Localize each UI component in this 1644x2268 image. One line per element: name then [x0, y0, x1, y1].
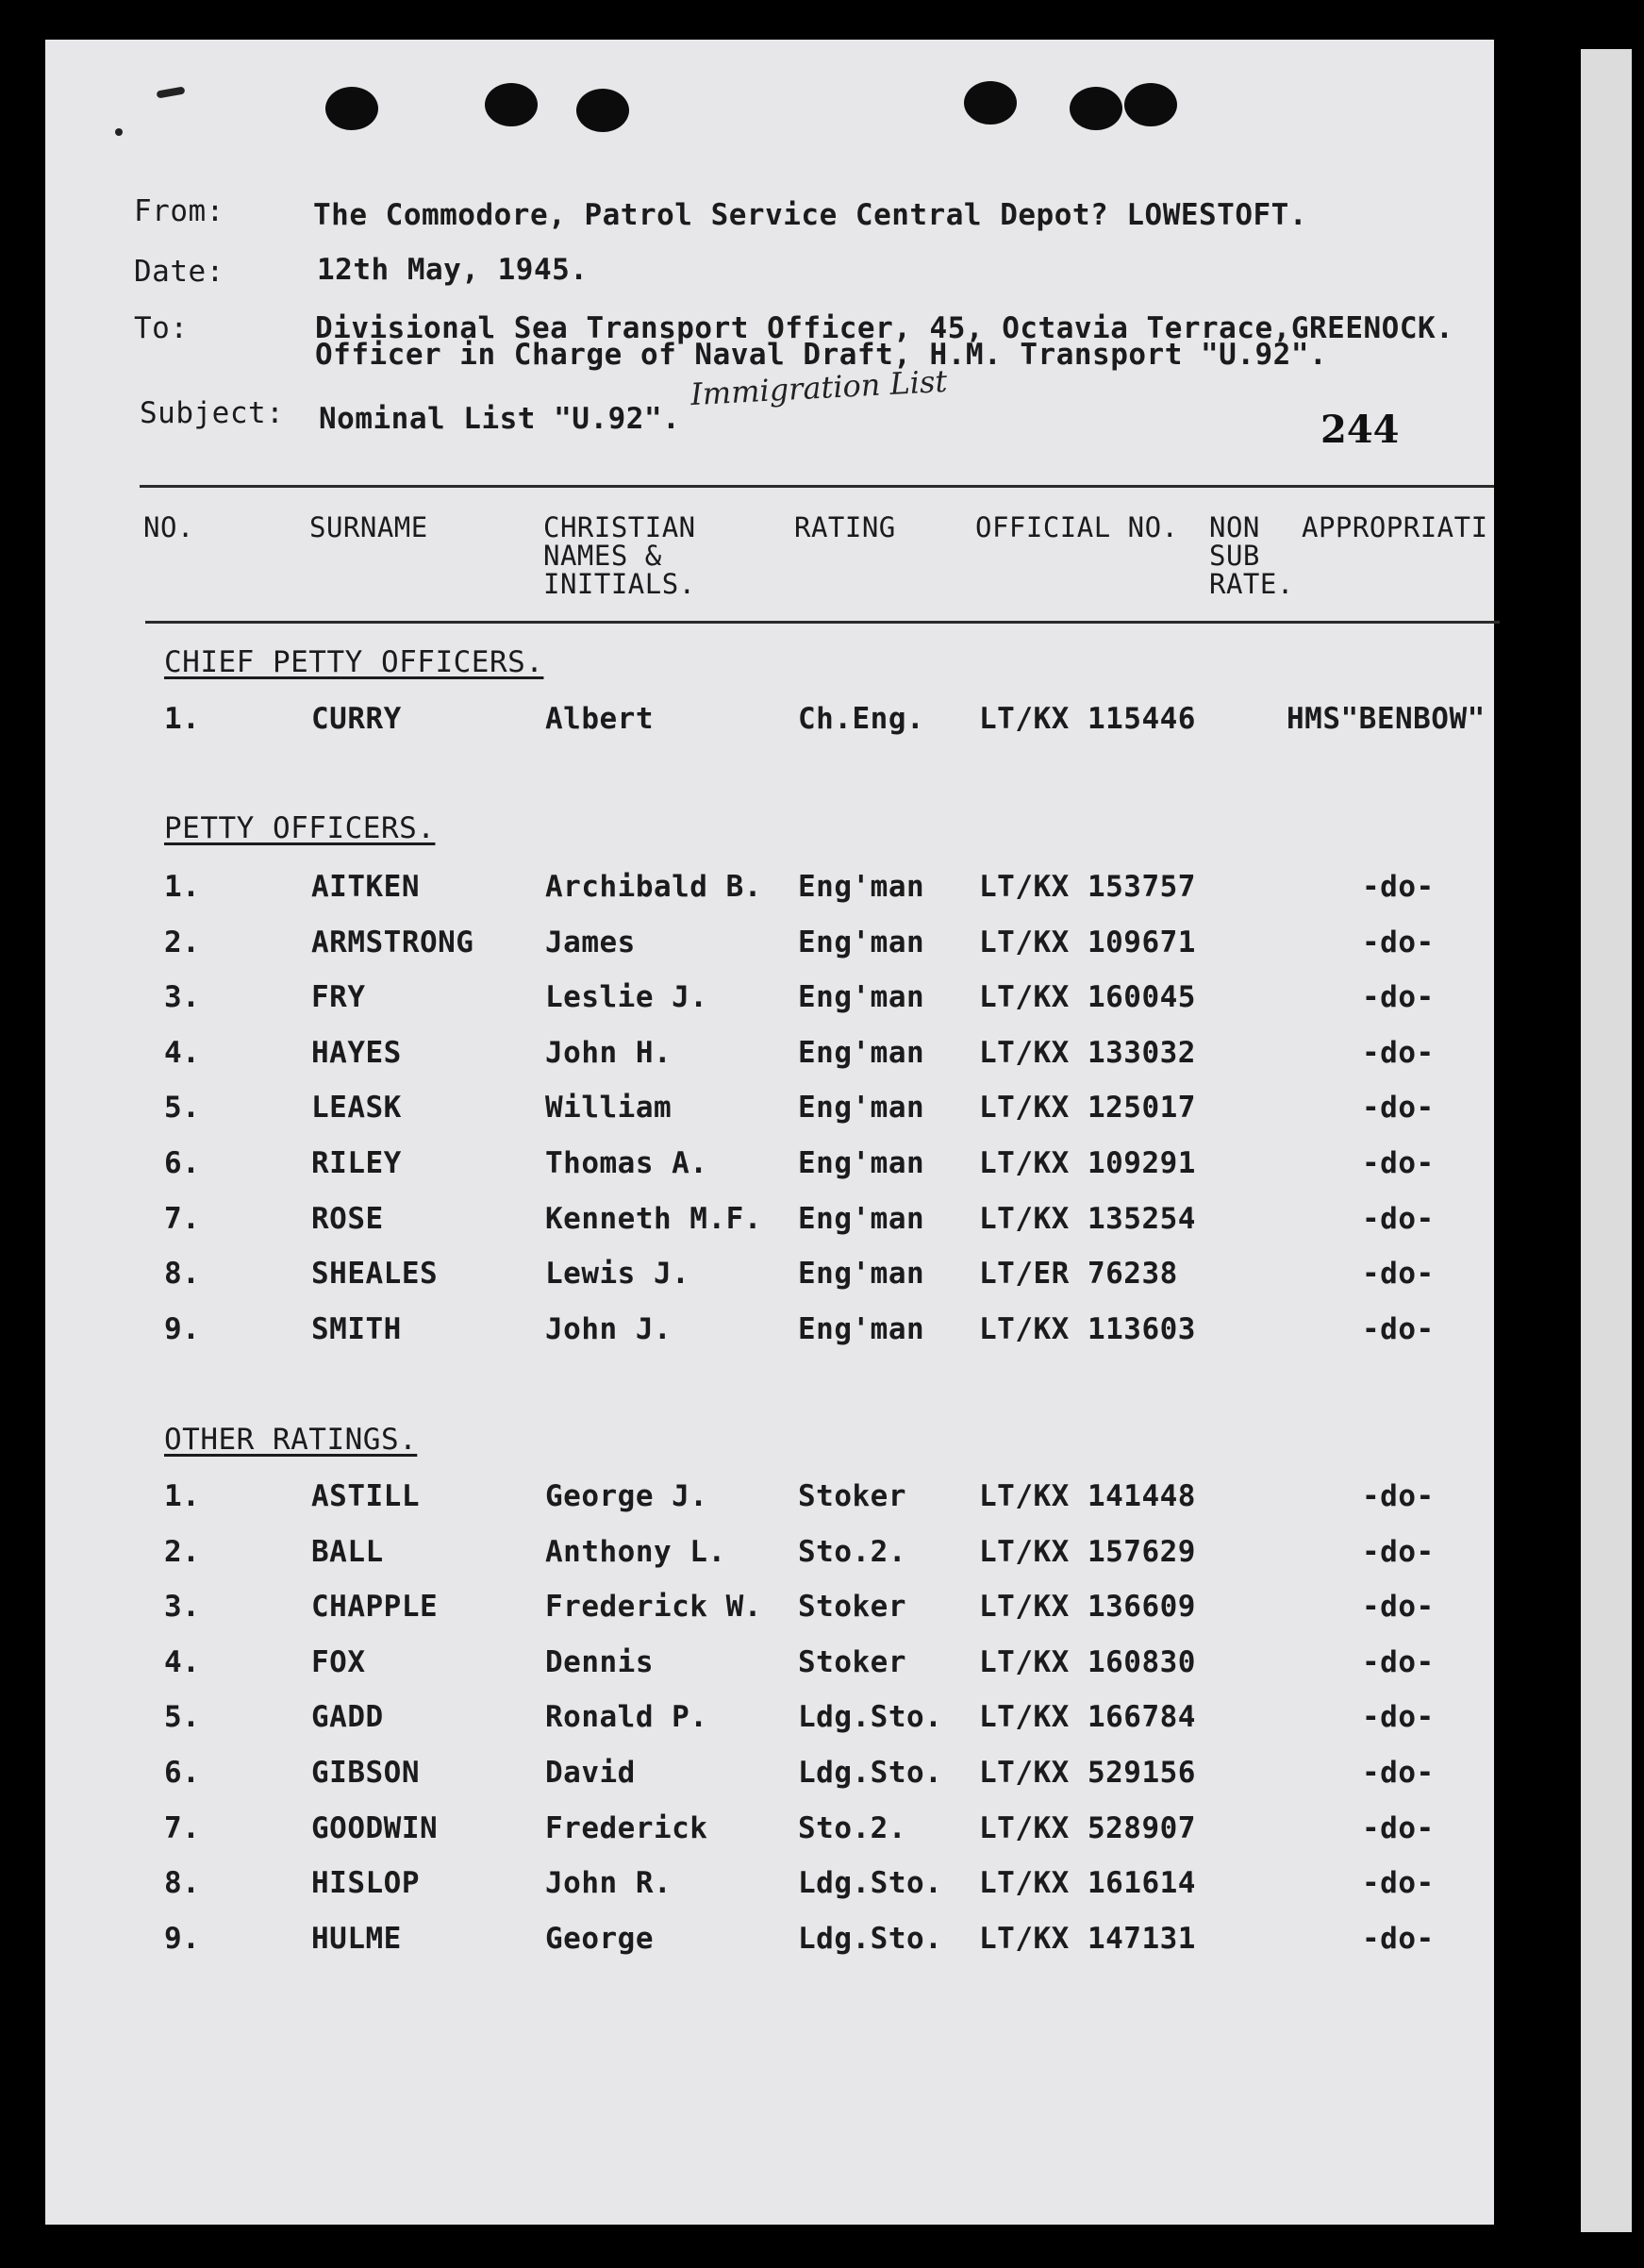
row-rating: Ldg.Sto.: [798, 1756, 943, 1790]
row-appropriation: -do-: [1362, 1811, 1435, 1845]
page-number-stamp: 244: [1320, 408, 1400, 452]
section-title: PETTY OFFICERS.: [164, 811, 436, 845]
row-surname: RILEY: [311, 1146, 402, 1180]
row-surname: AITKEN: [311, 870, 420, 904]
col-christian-1: CHRISTIAN: [543, 511, 696, 543]
col-non-3: RATE.: [1209, 568, 1294, 600]
row-appropriation: -do-: [1362, 1312, 1435, 1346]
row-no: 3.: [164, 1590, 201, 1624]
row-rating: Eng'man: [798, 1257, 925, 1291]
row-surname: CHAPPLE: [311, 1590, 439, 1624]
row-no: 1.: [164, 1479, 201, 1513]
row-official-no: LT/KX 135254: [979, 1202, 1196, 1236]
row-surname: ASTILL: [311, 1479, 420, 1513]
row-official-no: LT/KX 109671: [979, 926, 1196, 959]
row-names: Kenneth M.F.: [545, 1202, 762, 1236]
row-names: David: [545, 1756, 636, 1790]
ink-speck: [115, 128, 123, 136]
section-title: OTHER RATINGS.: [164, 1423, 418, 1457]
row-no: 6.: [164, 1756, 201, 1790]
row-official-no: LT/KX 160830: [979, 1645, 1196, 1679]
row-names: Anthony L.: [545, 1535, 726, 1569]
row-appropriation: -do-: [1362, 980, 1435, 1014]
row-appropriation: -do-: [1362, 1146, 1435, 1180]
row-official-no: LT/KX 133032: [979, 1036, 1196, 1070]
row-rating: Eng'man: [798, 1312, 925, 1346]
row-surname: HISLOP: [311, 1866, 420, 1900]
row-rating: Ch.Eng.: [798, 702, 925, 736]
row-appropriation: -do-: [1362, 1091, 1435, 1125]
row-surname: BALL: [311, 1535, 384, 1569]
row-appropriation: -do-: [1362, 1700, 1435, 1734]
row-appropriation: -do-: [1362, 1590, 1435, 1624]
row-surname: LEASK: [311, 1091, 402, 1125]
row-official-no: LT/KX 529156: [979, 1756, 1196, 1790]
punch-hole-icon: [964, 81, 1017, 125]
row-names: Archibald B.: [545, 870, 762, 904]
from-label: From:: [134, 194, 224, 228]
row-no: 8.: [164, 1257, 201, 1291]
row-official-no: LT/KX 157629: [979, 1535, 1196, 1569]
row-names: Dennis: [545, 1645, 654, 1679]
row-appropriation: -do-: [1362, 1036, 1435, 1070]
row-surname: FRY: [311, 980, 366, 1014]
row-no: 4.: [164, 1645, 201, 1679]
from-value: The Commodore, Patrol Service Central Depot? LOWESTOFT.: [313, 198, 1307, 232]
row-names: John R.: [545, 1866, 673, 1900]
row-rating: Sto.2.: [798, 1535, 906, 1569]
row-no: 9.: [164, 1922, 201, 1956]
row-official-no: LT/KX 147131: [979, 1922, 1196, 1956]
row-appropriation: -do-: [1362, 870, 1435, 904]
row-names: Frederick W.: [545, 1590, 762, 1624]
row-rating: Sto.2.: [798, 1811, 906, 1845]
row-names: Lewis J.: [545, 1257, 690, 1291]
row-official-no: LT/KX 153757: [979, 870, 1196, 904]
row-surname: HULME: [311, 1922, 402, 1956]
to-line-2: Officer in Charge of Naval Draft, H.M. Transport "U.92".: [315, 338, 1328, 372]
row-no: 1.: [164, 870, 201, 904]
row-names: Albert: [545, 702, 654, 736]
row-names: William: [545, 1091, 673, 1125]
row-appropriation: -do-: [1362, 926, 1435, 959]
date-value: 12th May, 1945.: [317, 253, 589, 287]
col-rating: RATING: [794, 511, 896, 543]
row-names: James: [545, 926, 636, 959]
row-appropriation: -do-: [1362, 1922, 1435, 1956]
col-non-1: NON: [1209, 511, 1260, 543]
header-bottom-rule: [145, 621, 1500, 624]
row-surname: FOX: [311, 1645, 366, 1679]
punch-hole-icon: [576, 89, 629, 132]
date-label: Date:: [134, 255, 224, 289]
row-surname: ARMSTRONG: [311, 926, 474, 959]
row-surname: SHEALES: [311, 1257, 439, 1291]
row-names: Ronald P.: [545, 1700, 708, 1734]
row-no: 2.: [164, 926, 201, 959]
adjacent-page-edge: [1581, 49, 1632, 2232]
row-appropriation: -do-: [1362, 1257, 1435, 1291]
to-line-1: Divisional Sea Transport Officer, 45, Octavia Terrace,GREENOCK.: [315, 311, 1454, 345]
punch-hole-icon: [1070, 87, 1122, 130]
row-no: 9.: [164, 1312, 201, 1346]
row-appropriation: -do-: [1362, 1479, 1435, 1513]
row-appropriation: -do-: [1362, 1866, 1435, 1900]
row-official-no: LT/ER 76238: [979, 1257, 1178, 1291]
row-rating: Stoker: [798, 1590, 906, 1624]
row-official-no: LT/KX 125017: [979, 1091, 1196, 1125]
row-surname: GOODWIN: [311, 1811, 439, 1845]
row-rating: Eng'man: [798, 926, 925, 959]
subject-label: Subject:: [140, 396, 285, 430]
handwritten-note: Immigration List: [689, 362, 949, 413]
row-surname: SMITH: [311, 1312, 402, 1346]
row-appropriation: -do-: [1362, 1756, 1435, 1790]
row-rating: Ldg.Sto.: [798, 1700, 943, 1734]
row-surname: GADD: [311, 1700, 384, 1734]
row-rating: Stoker: [798, 1645, 906, 1679]
col-appropriation: APPROPRIATI: [1302, 511, 1488, 543]
row-names: Leslie J.: [545, 980, 708, 1014]
col-non-2: SUB: [1209, 540, 1260, 572]
row-names: Frederick: [545, 1811, 708, 1845]
row-surname: CURRY: [311, 702, 402, 736]
row-no: 6.: [164, 1146, 201, 1180]
col-surname: SURNAME: [309, 511, 428, 543]
punch-hole-icon: [325, 87, 378, 130]
row-surname: GIBSON: [311, 1756, 420, 1790]
row-rating: Ldg.Sto.: [798, 1866, 943, 1900]
row-rating: Ldg.Sto.: [798, 1922, 943, 1956]
row-surname: ROSE: [311, 1202, 384, 1236]
row-rating: Eng'man: [798, 1091, 925, 1125]
row-no: 7.: [164, 1811, 201, 1845]
row-no: 2.: [164, 1535, 201, 1569]
row-appropriation: -do-: [1362, 1535, 1435, 1569]
row-no: 1.: [164, 702, 201, 736]
row-official-no: LT/KX 109291: [979, 1146, 1196, 1180]
row-official-no: LT/KX 166784: [979, 1700, 1196, 1734]
row-no: 4.: [164, 1036, 201, 1070]
row-names: Thomas A.: [545, 1146, 708, 1180]
subject-value: Nominal List "U.92".: [319, 402, 681, 436]
row-rating: Eng'man: [798, 980, 925, 1014]
row-rating: Eng'man: [798, 1146, 925, 1180]
row-rating: Eng'man: [798, 870, 925, 904]
row-no: 5.: [164, 1700, 201, 1734]
row-appropriation: -do-: [1362, 1202, 1435, 1236]
col-no: NO.: [143, 511, 194, 543]
row-official-no: LT/KX 161614: [979, 1866, 1196, 1900]
col-christian-2: NAMES &: [543, 540, 662, 572]
row-official-no: LT/KX 160045: [979, 980, 1196, 1014]
row-names: George: [545, 1922, 654, 1956]
col-christian-3: INITIALS.: [543, 568, 696, 600]
row-official-no: LT/KX 528907: [979, 1811, 1196, 1845]
to-label: To:: [134, 311, 189, 345]
row-names: John J.: [545, 1312, 673, 1346]
row-surname: HAYES: [311, 1036, 402, 1070]
section-title: CHIEF PETTY OFFICERS.: [164, 645, 544, 679]
row-no: 8.: [164, 1866, 201, 1900]
row-appropriation: HMS"BENBOW": [1287, 702, 1486, 736]
row-names: John H.: [545, 1036, 673, 1070]
row-no: 3.: [164, 980, 201, 1014]
header-top-rule: [140, 485, 1494, 488]
row-official-no: LT/KX 115446: [979, 702, 1196, 736]
row-names: George J.: [545, 1479, 708, 1513]
row-appropriation: -do-: [1362, 1645, 1435, 1679]
punch-hole-icon: [485, 83, 538, 126]
row-rating: Eng'man: [798, 1202, 925, 1236]
punch-hole-icon: [1124, 83, 1177, 126]
row-rating: Eng'man: [798, 1036, 925, 1070]
row-official-no: LT/KX 141448: [979, 1479, 1196, 1513]
row-official-no: LT/KX 136609: [979, 1590, 1196, 1624]
col-official-no: OFFICIAL NO.: [975, 511, 1179, 543]
row-rating: Stoker: [798, 1479, 906, 1513]
row-official-no: LT/KX 113603: [979, 1312, 1196, 1346]
row-no: 7.: [164, 1202, 201, 1236]
row-no: 5.: [164, 1091, 201, 1125]
